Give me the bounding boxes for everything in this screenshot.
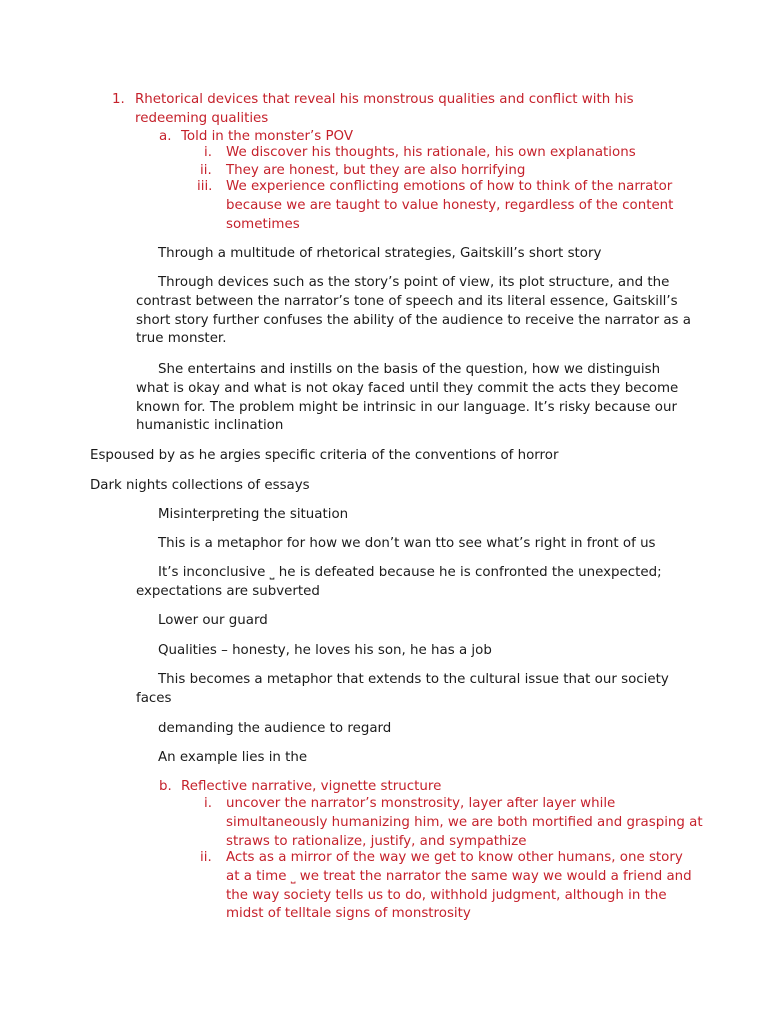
body-paragraph-8-before: It’s inconclusive <box>158 565 266 580</box>
body-paragraph-11: This becomes a metaphor that extends to the cultural issue that our society faces <box>136 672 669 706</box>
body-paragraph-3: She entertains and instills on the basis of the question, how we distinguish what is okay and what is not okay faced until they commit the acts they become known for. The problem might be intrinsic in our language. It’s risky because our humanistic inclination <box>136 362 679 434</box>
body-paragraph-6: Misinterpreting the situation <box>158 507 349 522</box>
body-paragraph-12: demanding the audience to regard <box>158 721 392 736</box>
body-paragraph-5: Dark nights collections of essays <box>90 478 310 493</box>
outline-a-iii-text: We experience conflicting emotions of how to think of the narrator because we are taught to value honesty, regardless of the content sometimes <box>226 179 674 232</box>
body-paragraph-9: Lower our guard <box>158 613 268 628</box>
body-paragraph-4: Espoused by as he argies specific criteria of the conventions of horror <box>90 448 559 463</box>
outline-b-ii-after: we treat the narrator the same way we would a friend and the way society tells us to do, withhold judgment, although in the midst of telltale signs of monstrosity <box>226 868 692 922</box>
outline-a-ii-numeral: ii. <box>200 163 212 178</box>
outline-a-i-text: We discover his thoughts, his rationale, his own explanations <box>226 145 636 160</box>
body-paragraph-8-after: he is defeated because he is confronted the unexpected; expectations are subverted <box>136 565 662 599</box>
body-paragraph-1: Through a multitude of rhetorical strategies, Gaitskill’s short story <box>158 246 602 261</box>
body-paragraph-7: This is a metaphor for how we don’t wan tto see what’s right in front of us <box>158 536 656 551</box>
outline-a-iii-numeral: iii. <box>197 179 213 194</box>
outline-item-b-letter: b. <box>159 779 172 794</box>
space-marker-icon: ⎵ <box>290 869 296 884</box>
space-marker-icon: ⎵ <box>269 566 275 580</box>
body-paragraph-8 <box>136 564 688 602</box>
outline-item-a-letter: a. <box>159 129 172 144</box>
body-paragraph-2: Through devices such as the story’s point of view, its plot structure, and the contrast between the narrator’s tone of speech and its literal essence, Gaitskill’s short story further confuses the ability of the audience to receive the narrator as a true monster. <box>136 275 691 347</box>
outline-item-a-text: Told in the monster’s POV <box>181 129 353 144</box>
outline-b-ii-numeral: ii. <box>200 850 212 865</box>
outline-item-1-number: 1. <box>112 92 125 107</box>
outline-b-i-numeral: i. <box>204 796 212 811</box>
outline-a-i-numeral: i. <box>204 145 212 160</box>
outline-b-i-text: uncover the narrator’s monstrosity, layer after layer while simultaneously humanizing him, we are both mortified and grasping at straws to rationalize, justify, and sympathize <box>226 796 703 849</box>
body-paragraph-10: Qualities – honesty, he loves his son, he has a job <box>158 643 492 658</box>
outline-item-b-text: Reflective narrative, vignette structure <box>181 779 442 794</box>
outline-b-ii-text <box>226 849 700 924</box>
outline-b-ii-before: Acts as a mirror of the way we get to know other humans, one story at a time <box>226 850 683 884</box>
outline-a-ii-text: They are honest, but they are also horrifying <box>226 163 526 178</box>
outline-item-1-text: Rhetorical devices that reveal his monstrous qualities and conflict with his redeeming qualities <box>135 92 634 126</box>
body-paragraph-13: An example lies in the <box>158 750 308 765</box>
